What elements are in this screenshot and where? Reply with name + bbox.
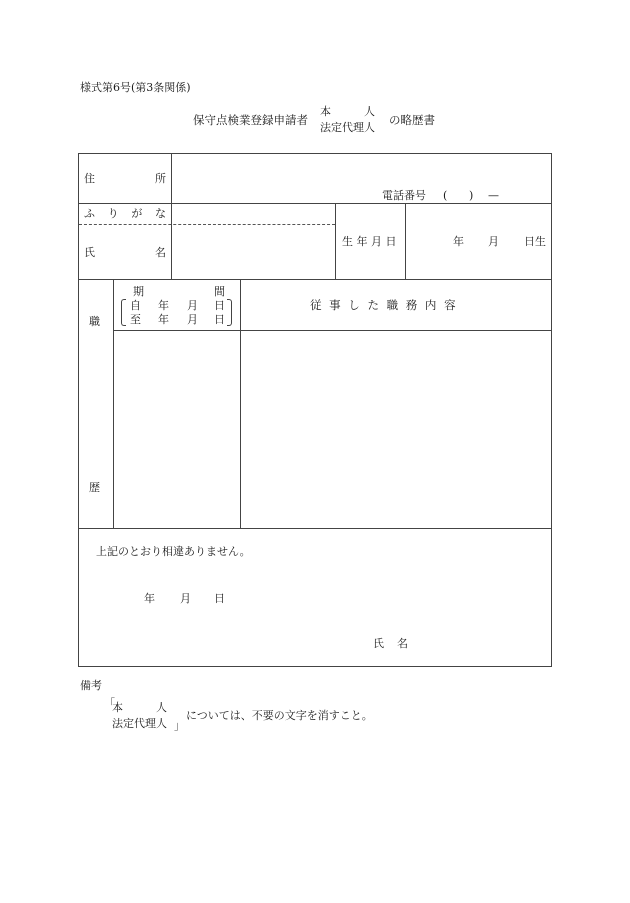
signature-label-2: 名 — [397, 637, 408, 650]
address-field[interactable] — [173, 154, 550, 184]
birth-date-label: 生 年 月 日 — [342, 235, 397, 248]
form-number: 様式第6号(第3条関係) — [80, 81, 191, 94]
phone-field[interactable] — [450, 187, 550, 202]
birth-date-field[interactable] — [407, 205, 550, 278]
career-label-top: 職 — [89, 315, 100, 328]
period-bracket-left — [121, 299, 126, 326]
furigana-label — [84, 208, 166, 219]
divider-label-column — [171, 153, 172, 279]
furigana-char: ふ — [84, 207, 95, 220]
birth-day-label: 日生 — [524, 235, 546, 248]
divider-period-column — [240, 279, 241, 528]
notes-heading: 備考 — [80, 679, 102, 692]
notes-quote-close: 」 — [174, 719, 185, 732]
period-to-day: 日 — [214, 313, 225, 326]
declaration-day: 日 — [214, 592, 225, 605]
period-bracket-right — [227, 299, 232, 326]
signature-field[interactable] — [412, 632, 548, 654]
career-duties-field[interactable] — [242, 332, 550, 527]
furigana-field[interactable] — [173, 205, 333, 223]
period-label-2: 間 — [214, 285, 225, 298]
declaration-date-field[interactable] — [120, 588, 230, 606]
divider-birth-label-right — [405, 203, 406, 279]
name-label-1: 氏 — [84, 246, 95, 259]
name-field[interactable] — [173, 226, 333, 278]
period-to-label: 至 — [130, 313, 141, 326]
furigana-char: り — [107, 207, 119, 220]
period-from-month: 月 — [187, 299, 198, 312]
career-label-bottom: 歴 — [89, 481, 100, 494]
declaration-month: 月 — [180, 592, 191, 605]
period-to-year: 年 — [158, 313, 169, 326]
divider-name-bottom — [78, 279, 552, 280]
title-option-representative: 法定代理人 — [320, 121, 375, 134]
furigana-char: が — [131, 207, 143, 220]
divider-career-bottom — [78, 528, 552, 529]
phone-open-paren: ( — [443, 189, 448, 202]
address-label-1: 住 — [84, 172, 95, 185]
divider-birth-label-left — [335, 203, 336, 279]
title-option-principal: 本 人 — [320, 105, 375, 118]
notes-quote-open: 「 — [104, 697, 115, 710]
divider-furigana-dashed — [79, 224, 335, 225]
furigana-char: な — [154, 207, 166, 220]
declaration-year: 年 — [144, 592, 155, 605]
address-label-2: 所 — [155, 172, 166, 185]
birth-year-label: 年 — [453, 235, 464, 248]
birth-month-label: 月 — [488, 235, 499, 248]
period-from-label: 自 — [130, 299, 141, 312]
period-from-year: 年 — [158, 299, 169, 312]
divider-career-label-column — [113, 279, 114, 528]
phone-close-paren: ) — [469, 189, 474, 202]
notes-option-principal: 本 人 — [112, 701, 167, 714]
notes-option-representative: 法定代理人 — [112, 717, 167, 730]
notes-instruction: については、不要の文字を消すこと。 — [186, 709, 373, 722]
declaration-statement: 上記のとおり相違ありません。 — [96, 545, 251, 558]
title-right: の略歴書 — [389, 113, 435, 127]
period-label-1: 期 — [133, 285, 144, 298]
divider-career-header — [113, 330, 552, 331]
divider-address-bottom — [78, 203, 552, 204]
phone-label: 電話番号 — [382, 189, 426, 202]
duties-header: 従 事 し た 職 務 内 容 — [310, 298, 458, 312]
career-period-field[interactable] — [115, 332, 239, 527]
signature-label-1: 氏 — [373, 637, 384, 650]
phone-dash: — — [488, 189, 499, 202]
title-left: 保守点検業登録申請者 — [193, 113, 308, 127]
period-from-day: 日 — [214, 299, 225, 312]
name-label-2: 名 — [155, 246, 166, 259]
period-to-month: 月 — [187, 313, 198, 326]
